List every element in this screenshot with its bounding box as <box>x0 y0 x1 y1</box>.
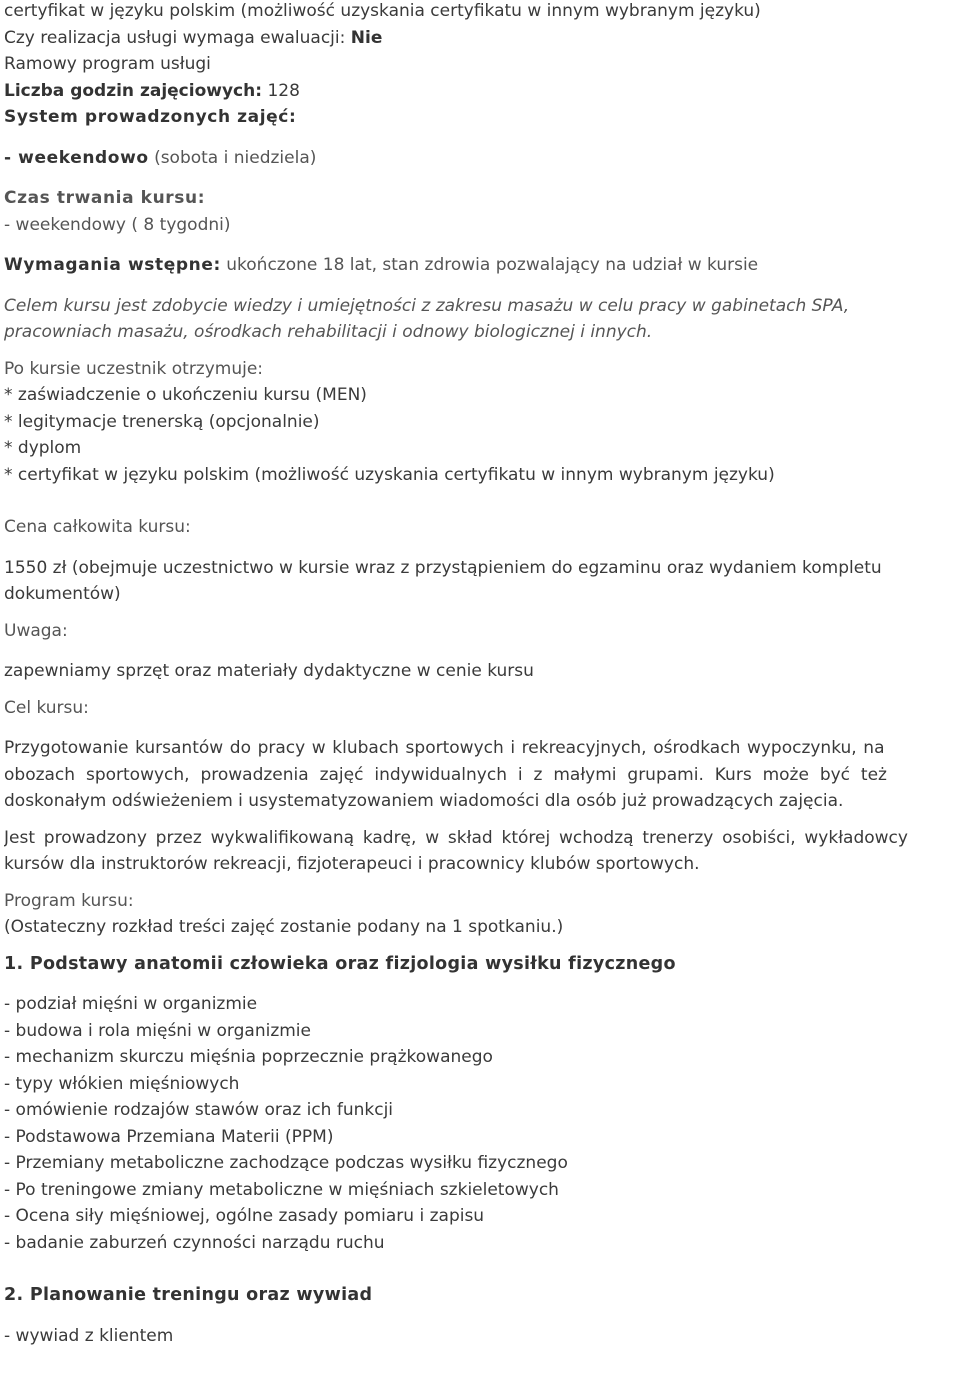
weekend-line <box>4 145 960 172</box>
requirements-line <box>4 252 960 279</box>
price-label: Cena całkowita kursu: <box>4 517 191 537</box>
price-line-2: dokumentów) <box>4 584 121 604</box>
document-page <box>4 0 960 1349</box>
goal-line-3: doskonałym odświeżeniem i usystematyzowaniem wiadomości dla osób już prowadzących zajęcia. <box>4 791 844 811</box>
program-note: (Ostateczny rozkład treści zajęć zostanie podany na 1 spotkaniu.) <box>4 917 564 937</box>
receives-item: * zaświadczenie o ukończeniu kursu (MEN) <box>4 385 367 405</box>
list-item: - typy włókien mięśniowych <box>4 1073 240 1094</box>
staff-line-2: kursów dla instruktorów rekreacji, fizjoterapeuci i pracownicy klubów sportowych. <box>4 854 700 874</box>
hours-label: Liczba godzin zajęciowych: <box>4 80 263 101</box>
receives-item: * legitymacje trenerską (opcjonalnie) <box>4 411 320 432</box>
aim-line-2: pracowniach masażu, ośrodkach rehabilitacji i odnowy biologicznej i innych. <box>4 322 653 342</box>
hours-value: 128 <box>267 80 300 101</box>
framework-line: Ramowy program usługi <box>4 54 211 74</box>
staff-line-1: Jest prowadzony przez wykwalifikowaną kadrę, w skład której wchodzą trenerzy osobiści, wykładowcy <box>4 827 908 848</box>
system-label: System prowadzonych zajęć: <box>4 107 297 127</box>
list-item: - Przemiany metaboliczne zachodzące podczas wysiłku fizycznego <box>4 1153 568 1173</box>
section-1-list <box>4 991 960 1256</box>
goal-line-2: obozach sportowych, prowadzenia zajęć indywidualnych i z małymi grupami. Kurs może być też <box>4 764 887 785</box>
list-item: - Po treningowe zmiany metaboliczne w mięśniach szkieletowych <box>4 1179 559 1200</box>
section-1-title: 1. Podstawy anatomii człowieka oraz fizjologia wysiłku fizycznego <box>4 953 676 974</box>
hours-line <box>4 78 960 105</box>
list-item: - wywiad z klientem <box>4 1325 174 1346</box>
receives-heading: Po kursie uczestnik otrzymuje: <box>4 358 264 379</box>
price-line-1: 1550 zł (obejmuje uczestnictwo w kursie wraz z przystąpieniem do egzaminu oraz wydaniem kompletu <box>4 557 882 578</box>
note-label: Uwaga: <box>4 620 68 641</box>
weekend-label: - weekendowo <box>4 147 149 168</box>
requirements-label: Wymagania wstępne: <box>4 255 221 275</box>
receives-item: * certyfikat w języku polskim (możliwość uzyskania certyfikatu w innym wybranym języku) <box>4 464 775 485</box>
goal-label: Cel kursu: <box>4 697 89 718</box>
list-item: - budowa i rola mięśni w organizmie <box>4 1020 311 1041</box>
evaluation-line <box>4 25 960 52</box>
requirements-value: ukończone 18 lat, stan zdrowia pozwalający na udział w kursie <box>226 255 759 275</box>
duration-value: - weekendowy ( 8 tygodni) <box>4 214 231 235</box>
program-label: Program kursu: <box>4 890 134 911</box>
list-item: - omówienie rodzajów stawów oraz ich funkcji <box>4 1100 394 1120</box>
aim-line-1: Celem kursu jest zdobycie wiedzy i umiejętności z zakresu masażu w celu pracy w gabinetach SPA, <box>4 295 850 316</box>
receives-item: * dyplom <box>4 438 82 458</box>
list-item: - mechanizm skurczu mięśnia poprzecznie prążkowanego <box>4 1047 493 1067</box>
list-item: - Ocena siły mięśniowej, ogólne zasady pomiaru i zapisu <box>4 1206 485 1226</box>
section-2-list <box>4 1323 960 1350</box>
evaluation-value: Nie <box>350 27 383 48</box>
section-2-title: 2. Planowanie treningu oraz wywiad <box>4 1285 373 1305</box>
list-item: - podział mięśni w organizmie <box>4 994 258 1014</box>
evaluation-label: Czy realizacja usługi wymaga ewaluacji: <box>4 27 346 48</box>
weekend-value: (sobota i niedziela) <box>154 147 317 168</box>
list-item: - badanie zaburzeń czynności narządu ruchu <box>4 1232 385 1253</box>
goal-line-1: Przygotowanie kursantów do pracy w klubach sportowych i rekreacyjnych, ośrodkach wypoczynku, na <box>4 738 885 758</box>
cert-line: certyfikat w języku polskim (możliwość uzyskania certyfikatu w innym wybranym języku) <box>4 1 761 21</box>
list-item: - Podstawowa Przemiana Materii (PPM) <box>4 1126 334 1147</box>
duration-label: Czas trwania kursu: <box>4 188 206 208</box>
note-text: zapewniamy sprzęt oraz materiały dydaktyczne w cenie kursu <box>4 661 534 681</box>
